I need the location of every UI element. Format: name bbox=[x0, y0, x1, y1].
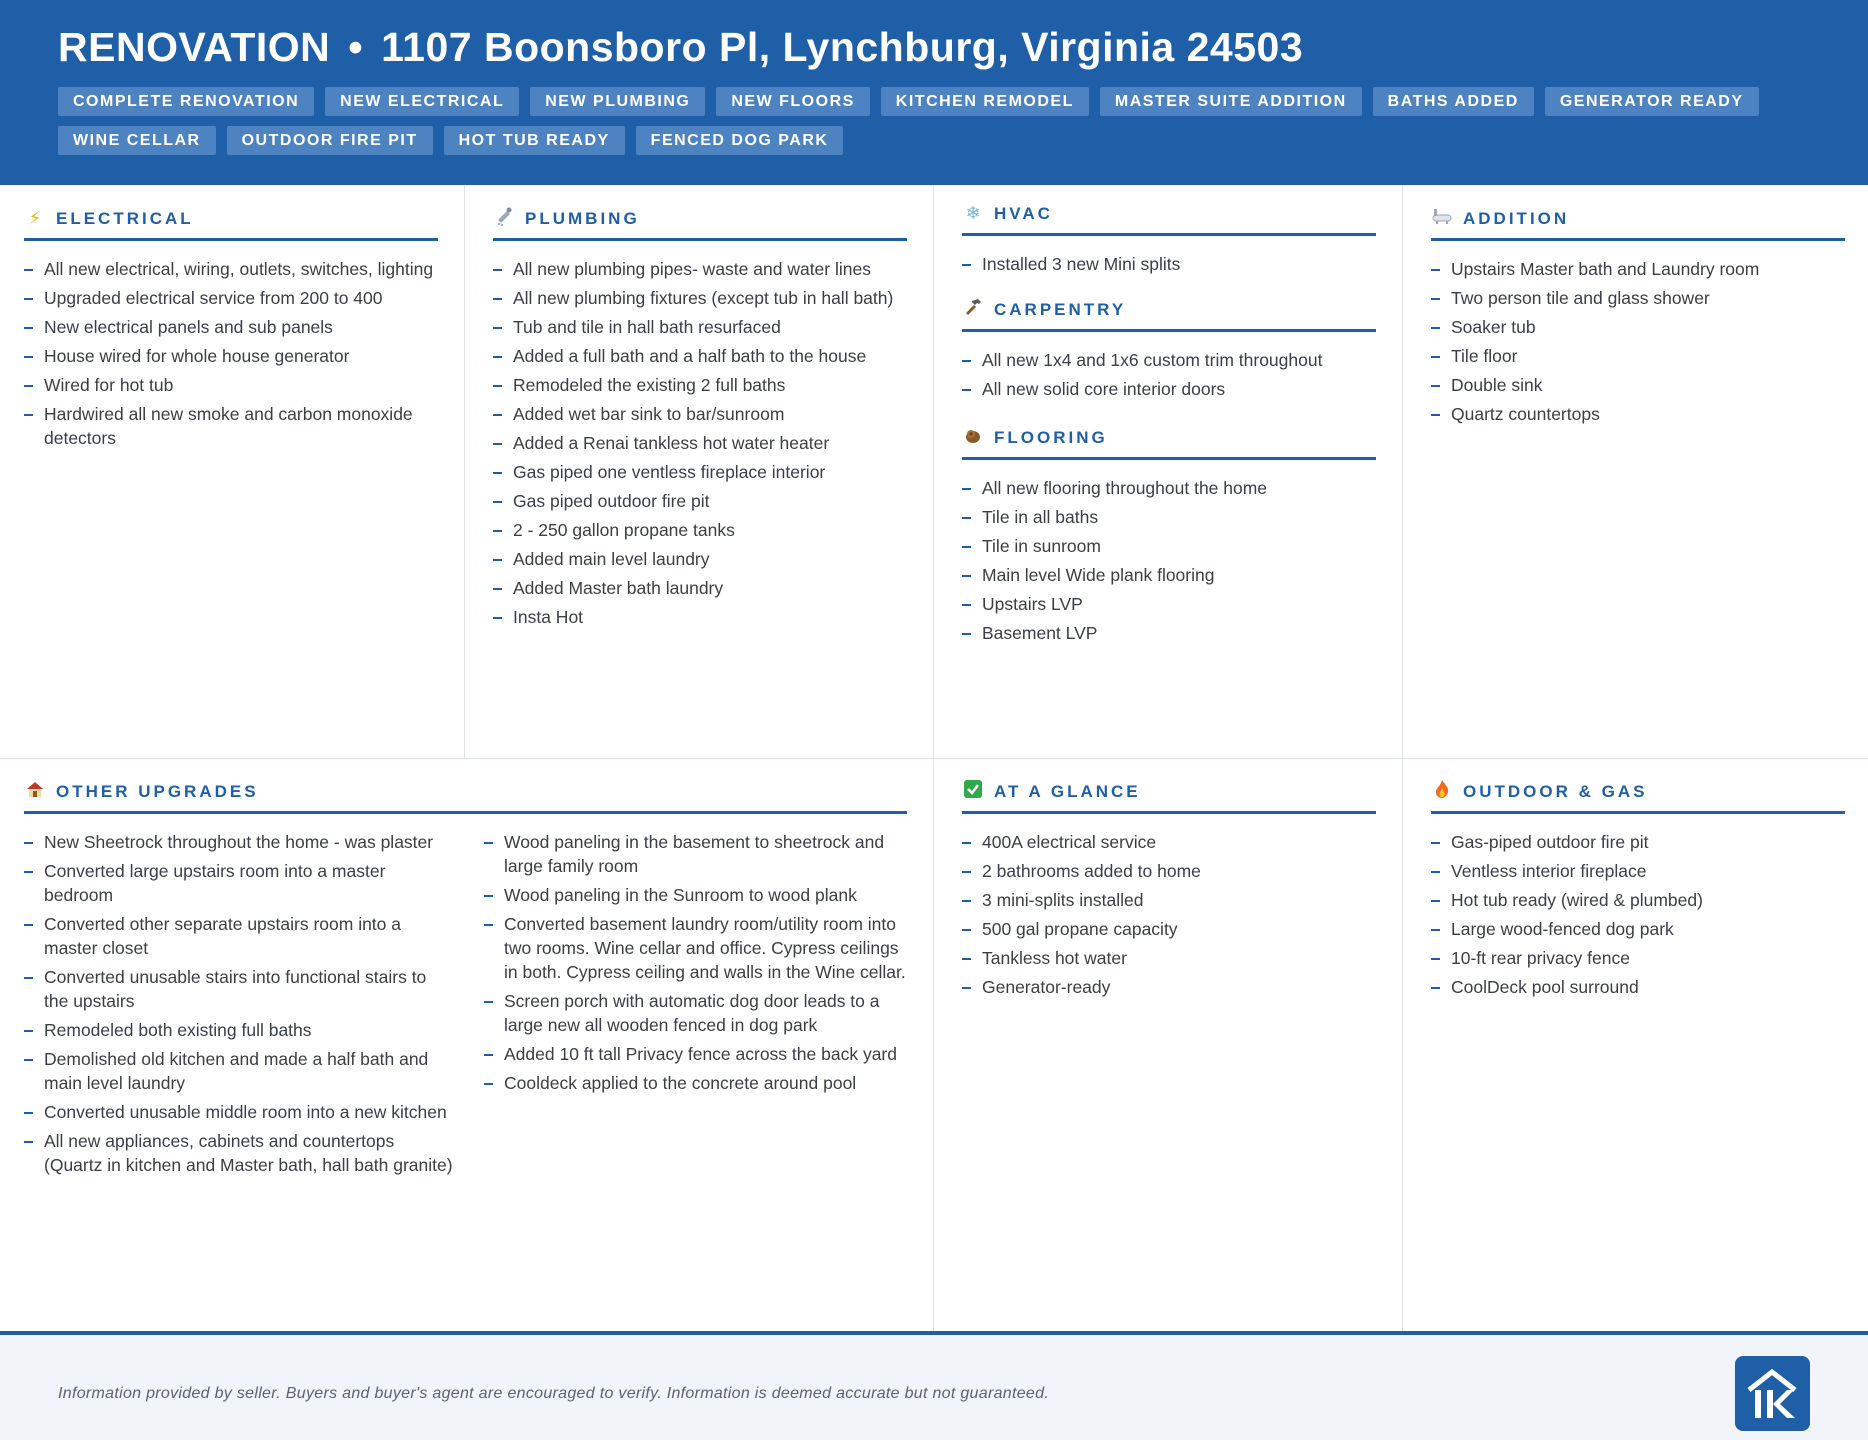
list-item: Screen porch with automatic dog door leads to a large new all wooden fenced in dog park bbox=[484, 989, 907, 1037]
section-other-upgrades bbox=[24, 778, 907, 1182]
header bbox=[0, 0, 1868, 185]
section-title: HVAC bbox=[994, 203, 1053, 223]
section-electrical bbox=[24, 205, 438, 455]
item-list bbox=[24, 257, 438, 450]
section-title: AT A GLANCE bbox=[994, 781, 1141, 801]
list-item: Tile floor bbox=[1431, 344, 1845, 368]
list-item: Hardwired all new smoke and carbon monoxide detectors bbox=[24, 402, 438, 450]
item-list bbox=[1431, 257, 1845, 426]
section-header bbox=[962, 424, 1376, 460]
list-item: All new plumbing pipes- waste and water lines bbox=[493, 257, 907, 281]
list-item: New Sheetrock throughout the home - was plaster bbox=[24, 830, 454, 854]
list-item: Cooldeck applied to the concrete around pool bbox=[484, 1071, 907, 1095]
hammer-icon bbox=[962, 297, 984, 322]
list-item: 400A electrical service bbox=[962, 830, 1376, 854]
list-item: Wired for hot tub bbox=[24, 373, 438, 397]
item-list bbox=[962, 348, 1376, 401]
item-list bbox=[962, 830, 1376, 999]
item-list bbox=[962, 476, 1376, 645]
footer bbox=[0, 1331, 1868, 1440]
section-header bbox=[24, 778, 907, 814]
section-header bbox=[962, 200, 1376, 236]
list-item: All new electrical, wiring, outlets, switches, lighting bbox=[24, 257, 438, 281]
list-item: Large wood-fenced dog park bbox=[1431, 917, 1845, 941]
tag: WINE CELLAR bbox=[58, 126, 216, 155]
list-item: Wood paneling in the Sunroom to wood plank bbox=[484, 883, 907, 907]
house-k-logo bbox=[1735, 1356, 1810, 1431]
section-header bbox=[1431, 205, 1845, 241]
list-item: Double sink bbox=[1431, 373, 1845, 397]
item-list bbox=[1431, 830, 1845, 999]
section-title: FLOORING bbox=[994, 427, 1108, 447]
list-item: Two person tile and glass shower bbox=[1431, 286, 1845, 310]
tag: FENCED DOG PARK bbox=[636, 126, 844, 155]
section-header bbox=[962, 296, 1376, 332]
list-item: 2 - 250 gallon propane tanks bbox=[493, 518, 907, 542]
lightning-icon: ⚡ bbox=[28, 208, 42, 229]
list-item: Tankless hot water bbox=[962, 946, 1376, 970]
list-item: 3 mini-splits installed bbox=[962, 888, 1376, 912]
section-title: ADDITION bbox=[1463, 208, 1570, 228]
list-item: Upstairs Master bath and Laundry room bbox=[1431, 257, 1845, 281]
fire-icon bbox=[1431, 779, 1453, 804]
tag-list bbox=[58, 87, 1818, 155]
page-title bbox=[58, 24, 1303, 71]
tag: BATHS ADDED bbox=[1373, 87, 1534, 116]
list-item: Added wet bar sink to bar/sunroom bbox=[493, 402, 907, 426]
list-item: Soaker tub bbox=[1431, 315, 1845, 339]
list-item: House wired for whole house generator bbox=[24, 344, 438, 368]
section-addition bbox=[1431, 205, 1845, 431]
title-renovation: RENOVATION bbox=[58, 24, 331, 70]
list-item: Remodeled both existing full baths bbox=[24, 1018, 454, 1042]
list-item: Upgraded electrical service from 200 to 400 bbox=[24, 286, 438, 310]
list-item: Ventless interior fireplace bbox=[1431, 859, 1845, 883]
section-title: ELECTRICAL bbox=[56, 208, 194, 228]
house-icon bbox=[24, 779, 46, 804]
list-item: All new solid core interior doors bbox=[962, 377, 1376, 401]
list-item: Upstairs LVP bbox=[962, 592, 1376, 616]
section-carpentry bbox=[962, 296, 1376, 406]
snowflake-icon: ❄ bbox=[965, 203, 981, 224]
bathtub-icon bbox=[1431, 206, 1453, 231]
list-item: Added a full bath and a half bath to the house bbox=[493, 344, 907, 368]
section-title: PLUMBING bbox=[525, 208, 640, 228]
section-at-a-glance bbox=[962, 778, 1376, 1004]
divider-v1-top bbox=[464, 185, 465, 758]
list-item: Main level Wide plank flooring bbox=[962, 563, 1376, 587]
list-item: Insta Hot bbox=[493, 605, 907, 629]
item-list bbox=[493, 257, 907, 629]
section-flooring bbox=[962, 424, 1376, 650]
section-hvac bbox=[962, 200, 1376, 281]
list-item: Added Master bath laundry bbox=[493, 576, 907, 600]
section-header bbox=[24, 205, 438, 241]
list-item: Tile in sunroom bbox=[962, 534, 1376, 558]
title-separator: • bbox=[348, 24, 364, 70]
list-item: CoolDeck pool surround bbox=[1431, 975, 1845, 999]
list-item: Added a Renai tankless hot water heater bbox=[493, 431, 907, 455]
disclaimer: Information provided by seller. Buyers and buyer's agent are encouraged to verify. Information is deemed accurate but not guaranteed. bbox=[58, 1385, 1050, 1402]
tag: GENERATOR READY bbox=[1545, 87, 1759, 116]
list-item: Remodeled the existing 2 full baths bbox=[493, 373, 907, 397]
list-item: Converted basement laundry room/utility room into two rooms. Wine cellar and office. Cypress ceilings in both. Cypress ceiling and walls in the Wine cellar. bbox=[484, 912, 907, 984]
list-item: 500 gal propane capacity bbox=[962, 917, 1376, 941]
list-item: 10-ft rear privacy fence bbox=[1431, 946, 1845, 970]
list-item: All new appliances, cabinets and countertops (Quartz in kitchen and Master bath, hall bath granite) bbox=[24, 1129, 454, 1177]
list-item: 2 bathrooms added to home bbox=[962, 859, 1376, 883]
list-item: Converted other separate upstairs room into a master closet bbox=[24, 912, 454, 960]
section-header bbox=[493, 205, 907, 241]
list-item: Generator-ready bbox=[962, 975, 1376, 999]
list-item: All new flooring throughout the home bbox=[962, 476, 1376, 500]
list-item: Wood paneling in the basement to sheetrock and large family room bbox=[484, 830, 907, 878]
tag: MASTER SUITE ADDITION bbox=[1100, 87, 1362, 116]
list-item: Gas-piped outdoor fire pit bbox=[1431, 830, 1845, 854]
section-title: OTHER UPGRADES bbox=[56, 781, 259, 801]
section-plumbing bbox=[493, 205, 907, 634]
section-header bbox=[962, 778, 1376, 814]
list-item: Added 10 ft tall Privacy fence across the back yard bbox=[484, 1042, 907, 1066]
divider-h bbox=[0, 758, 1868, 759]
list-item: All new plumbing fixtures (except tub in hall bath) bbox=[493, 286, 907, 310]
section-title: OUTDOOR & GAS bbox=[1463, 781, 1648, 801]
list-item: Hot tub ready (wired & plumbed) bbox=[1431, 888, 1845, 912]
tag: HOT TUB READY bbox=[444, 126, 625, 155]
title-address: 1107 Boonsboro Pl, Lynchburg, Virginia 24503 bbox=[381, 24, 1304, 70]
section-outdoor-gas bbox=[1431, 778, 1845, 1004]
list-item: Converted large upstairs room into a master bedroom bbox=[24, 859, 454, 907]
section-header bbox=[1431, 778, 1845, 814]
tag: KITCHEN REMODEL bbox=[881, 87, 1089, 116]
tag: COMPLETE RENOVATION bbox=[58, 87, 314, 116]
item-list bbox=[962, 252, 1376, 276]
list-item: Gas piped one ventless fireplace interior bbox=[493, 460, 907, 484]
tag: OUTDOOR FIRE PIT bbox=[227, 126, 433, 155]
list-item: Converted unusable middle room into a new kitchen bbox=[24, 1100, 454, 1124]
list-item: Tile in all baths bbox=[962, 505, 1376, 529]
shower-icon bbox=[493, 206, 515, 231]
wood-icon bbox=[962, 425, 984, 450]
section-title: CARPENTRY bbox=[994, 299, 1127, 319]
tag: NEW FLOORS bbox=[716, 87, 869, 116]
list-item: Demolished old kitchen and made a half bath and main level laundry bbox=[24, 1047, 454, 1095]
list-item: Gas piped outdoor fire pit bbox=[493, 489, 907, 513]
list-item: Basement LVP bbox=[962, 621, 1376, 645]
list-item: All new 1x4 and 1x6 custom trim throughout bbox=[962, 348, 1376, 372]
list-item: Added main level laundry bbox=[493, 547, 907, 571]
item-list-right bbox=[484, 830, 907, 1182]
list-item: Quartz countertops bbox=[1431, 402, 1845, 426]
tag: NEW ELECTRICAL bbox=[325, 87, 519, 116]
list-item: New electrical panels and sub panels bbox=[24, 315, 438, 339]
list-item: Installed 3 new Mini splits bbox=[962, 252, 1376, 276]
check-icon bbox=[962, 779, 984, 804]
list-item: Tub and tile in hall bath resurfaced bbox=[493, 315, 907, 339]
tag: NEW PLUMBING bbox=[530, 87, 705, 116]
list-item: Converted unusable stairs into functional stairs to the upstairs bbox=[24, 965, 454, 1013]
item-list-left bbox=[24, 830, 454, 1182]
